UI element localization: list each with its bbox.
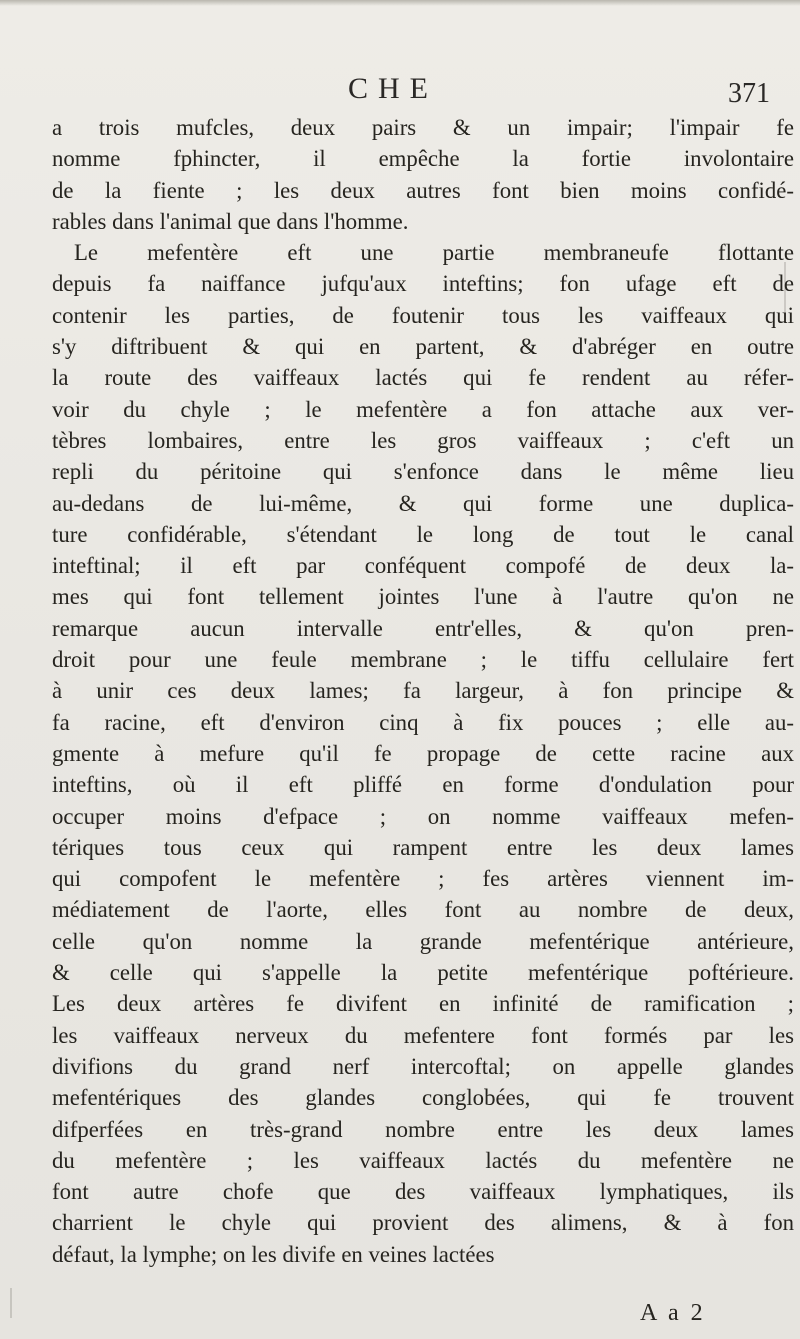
text-line: du mefentère ; les vaiffeaux lactés du mefentère ne	[52, 1147, 794, 1173]
text-line: à unir ces deux lames; fa largeur, à fon principe &	[52, 678, 794, 704]
text-line: rables dans l'animal que dans l'homme.	[52, 208, 409, 234]
text-line: nomme fphincter, il empêche la fortie involontaire	[52, 146, 794, 172]
text-line: a trois mufcles, deux pairs & un impair; l'impair fe	[52, 115, 794, 140]
running-head: CHE	[348, 72, 438, 105]
text-line: les vaiffeaux nerveux du mefentere font formés par les	[52, 1022, 794, 1048]
text-line: gmente à mefure qu'il fe propage de cette racine aux	[52, 740, 794, 766]
text-line: remarque aucun intervalle entr'elles, & qu'on pren-	[52, 615, 794, 641]
text-line: ture confidérable, s'étendant le long de tout le canal	[52, 521, 794, 547]
page-header	[0, 72, 800, 112]
text-line: depuis fa naiffance jufqu'aux inteftins; fon ufage eft de	[52, 271, 794, 297]
text-line: la route des vaiffeaux lactés qui fe rendent au réfer-	[52, 365, 794, 391]
catchword: A a 2	[640, 1300, 706, 1326]
page-number: 371	[728, 78, 770, 109]
margin-mark	[784, 262, 786, 322]
text-line: Le mefentère eft une partie membraneufe flottante	[74, 240, 794, 266]
text-line: s'y diftribuent & qui en partent, & d'abréger en outre	[52, 334, 794, 360]
text-line: tèbres lombaires, entre les gros vaiffeaux ; c'eft un	[52, 427, 794, 453]
text-line: mes qui font tellement jointes l'une à l'autre qu'on ne	[52, 584, 794, 610]
text-line: difperfées en très-grand nombre entre les deux lames	[52, 1116, 794, 1142]
text-line: celle qu'on nomme la grande mefentérique antérieure,	[52, 928, 794, 954]
text-line: inteftinal; il eft par conféquent compofé de deux la-	[52, 553, 794, 579]
text-line: qui compofent le mefentère ; fes artères viennent im-	[52, 866, 794, 892]
text-line: médiatement de l'aorte, elles font au nombre de deux,	[52, 897, 794, 923]
text-line: tériques tous ceux qui rampent entre les deux lames	[52, 834, 794, 860]
text-line: droit pour une feule membrane ; le tiffu cellulaire fert	[52, 647, 794, 673]
text-line: inteftins, où il eft pliffé en forme d'ondulation pour	[52, 772, 794, 798]
text-line: fa racine, eft d'environ cinq à fix pouces ; elle au-	[52, 709, 794, 735]
text-line: repli du péritoine qui s'enfonce dans le même lieu	[52, 459, 794, 485]
text-line: au-dedans de lui-même, & qui forme une duplica-	[52, 490, 794, 516]
text-line: défaut, la lymphe; on les divife en veines lactées	[52, 1241, 495, 1267]
text-line: mefentériques des glandes conglobées, qui fe trouvent	[52, 1085, 794, 1111]
text-line: font autre chofe que des vaiffeaux lymphatiques, ils	[52, 1179, 794, 1205]
body-text	[52, 112, 794, 1270]
text-line: contenir les parties, de foutenir tous les vaiffeaux qui	[52, 302, 794, 328]
text-line: occuper moins d'efpace ; on nomme vaiffeaux mefen-	[52, 803, 794, 829]
margin-mark	[10, 1288, 12, 1318]
text-line: de la fiente ; les deux autres font bien moins confidé-	[52, 177, 794, 203]
text-line: Les deux artères fe divifent en infinité de ramification ;	[52, 991, 794, 1017]
text-line: divifions du grand nerf intercoftal; on appelle glandes	[52, 1053, 794, 1079]
page-top-edge	[0, 0, 800, 6]
text-line: voir du chyle ; le mefentère a fon attache aux ver-	[52, 396, 794, 422]
text-line: & celle qui s'appelle la petite mefentérique poftérieure.	[52, 960, 794, 986]
text-line: charrient le chyle qui provient des alimens, & à fon	[52, 1210, 794, 1236]
